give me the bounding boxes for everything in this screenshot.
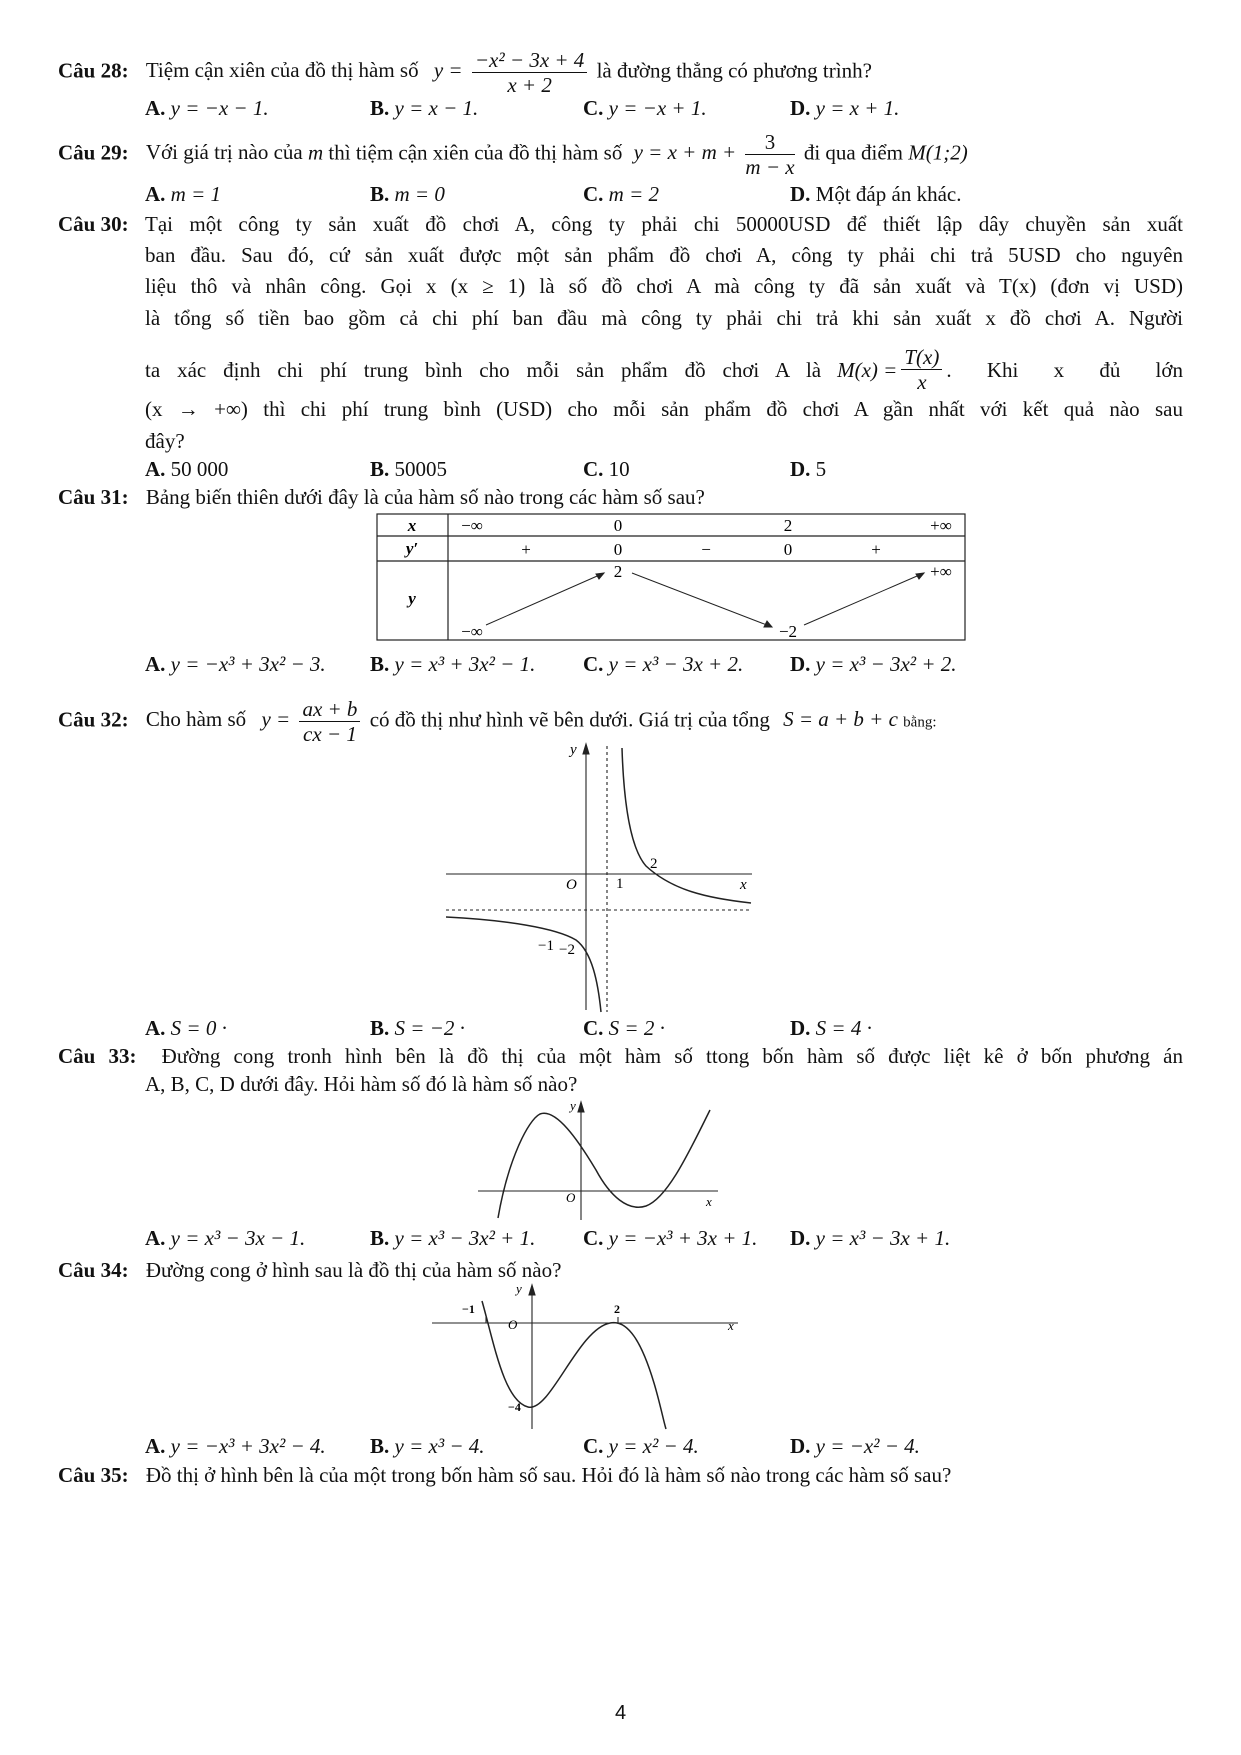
q34-label-neg1: −1 (462, 1302, 475, 1316)
q33-y-axis-label: y (570, 1100, 576, 1113)
q32-stem (58, 697, 937, 746)
q31-x-2: 2 (783, 516, 793, 535)
q33-option-b[interactable]: B. y = x³ − 3x² + 1. (370, 1226, 536, 1250)
q31-y-max: 2 (613, 562, 623, 581)
q29-option-c[interactable]: C. m = 2 (583, 182, 660, 206)
q32-x-axis-label: x (740, 877, 747, 893)
q29-option-b[interactable]: B. m = 0 (370, 182, 445, 206)
q28-option-a[interactable]: A. y = −x − 1. (145, 96, 269, 120)
q30-option-b[interactable]: B. 50005 (370, 457, 448, 481)
q32-y-eq: y = (261, 707, 291, 732)
q30-line5-before: ta xác định chi phí trung bình cho mỗi sản phẩm đồ chơi A là (145, 357, 822, 382)
q32-option-b[interactable]: B. S = −2 · (370, 1016, 465, 1040)
q32-fraction (299, 697, 360, 746)
q28-text-before: Tiệm cận xiên của đồ thị hàm số (145, 58, 419, 83)
q29-option-a[interactable]: A. m = 1 (145, 182, 222, 206)
q34-option-c[interactable]: C. y = x² − 4. (583, 1434, 699, 1458)
q34-text: Đường cong ở hình sau là đồ thị của hàm số nào? (145, 1258, 562, 1282)
q30-line-2: ban đầu. Sau đó, cứ sản xuất được một sản phẩm đồ chơi A, công ty phải chi trả 5USD cho nguyên (145, 243, 1183, 267)
q32-frac-num: ax + b (299, 697, 360, 722)
q30-line5-lhs: M(x) = (837, 357, 898, 382)
q31-y-min: −2 (778, 622, 798, 641)
q34-option-b[interactable]: B. y = x³ − 4. (370, 1434, 485, 1458)
q30-line-7: đây? (145, 429, 185, 453)
q34-graph (432, 1283, 744, 1431)
q32-y-axis-label: y (570, 742, 577, 758)
q32-text-before: Cho hàm số (145, 707, 247, 732)
q34-x-axis-label: x (728, 1318, 734, 1333)
q30-label-wrap (58, 211, 129, 237)
q31-option-a[interactable]: A. y = −x³ + 3x² − 3. (145, 652, 326, 676)
q33-option-d[interactable]: D. y = x³ − 3x + 1. (790, 1226, 951, 1250)
q28-option-d[interactable]: D. y = x + 1. (790, 96, 900, 120)
q30-line-6: (x → +∞) thì chi phí trung bình (USD) cho mỗi sản phẩm đồ chơi A gần nhất với kết quả nào sau (145, 397, 1183, 421)
q30-line-1: Tại một công ty sản xuất đồ chơi A, công ty phải chi 50000USD để thiết lập dây chuyền sản xuất (145, 212, 1183, 236)
q31-option-d[interactable]: D. y = x³ − 3x² + 2. (790, 652, 957, 676)
q31-x-0: 0 (613, 516, 623, 535)
q30-option-d[interactable]: D. 5 (790, 457, 827, 481)
q32-option-a[interactable]: A. S = 0 · (145, 1016, 227, 1040)
q31-yp-plus-1: + (521, 540, 531, 559)
q31-y-pos-inf: +∞ (930, 562, 952, 581)
q31-yp-minus: − (701, 540, 711, 559)
q32-small: bằng: (903, 714, 937, 731)
q29-stem (58, 130, 968, 179)
q28-stem (58, 48, 872, 97)
q31-stem (58, 484, 705, 510)
q29-text-mid: thì tiệm cận xiên của đồ thị hàm số (328, 140, 623, 165)
q33-x-axis-label: x (706, 1194, 712, 1209)
q33-label: Câu 33: (58, 1044, 137, 1068)
q29-frac-num: 3 (745, 130, 794, 155)
q32-label: Câu 32: (58, 707, 129, 732)
page-number: 4 (614, 1702, 627, 1724)
q29-option-d[interactable]: D. Một đáp án khác. (790, 182, 962, 206)
q32-option-c[interactable]: C. S = 2 · (583, 1016, 665, 1040)
q33-origin-label: O (566, 1190, 576, 1205)
q31-x-label: x (407, 516, 417, 535)
q31-option-b[interactable]: B. y = x³ + 3x² − 1. (370, 652, 536, 676)
q32-label-neg1: −1 (538, 938, 554, 954)
q34-label-neg4: −4 (508, 1400, 521, 1414)
q32-graph (446, 742, 758, 1014)
q31-yp-label: y′ (405, 539, 419, 558)
q29-y-eq: y = x + m + (633, 140, 737, 165)
q34-option-d[interactable]: D. y = −x² − 4. (790, 1434, 920, 1458)
q28-label: Câu 28: (58, 58, 129, 83)
q31-yp-zero-2: 0 (783, 540, 793, 559)
q28-y-eq: y = (433, 58, 463, 83)
q34-label-2: 2 (614, 1302, 620, 1316)
q31-option-c[interactable]: C. y = x³ − 3x + 2. (583, 652, 744, 676)
q29-label: Câu 29: (58, 140, 129, 165)
q30-fraction (901, 345, 942, 394)
q30-option-c[interactable]: C. 10 (583, 457, 630, 481)
q32-frac-den: cx − 1 (303, 722, 357, 746)
q31-x-neg-inf: −∞ (461, 516, 483, 535)
q30-label: Câu 30: (58, 212, 129, 236)
q32-label-neg2: −2 (559, 942, 575, 958)
q32-label-1: 1 (616, 876, 624, 892)
q34-y-axis-label: y (516, 1283, 522, 1296)
q32-label-2: 2 (650, 856, 658, 872)
q30-line-3: liệu thô và nhân công. Gọi x (x ≥ 1) là số đồ chơi A mà công ty đã sản xuất và T(x) (đơn vị USD) (145, 274, 1183, 298)
q34-option-a[interactable]: A. y = −x³ + 3x² − 4. (145, 1434, 326, 1458)
q33-graph (478, 1100, 726, 1222)
q30-frac-num: T(x) (901, 345, 942, 370)
q31-y-neg-inf: −∞ (461, 622, 483, 641)
q31-y-label: y (408, 589, 416, 608)
q35-text: Đồ thị ở hình bên là của một trong bốn hàm số sau. Hỏi đó là hàm số nào trong các hàm số sau? (145, 1463, 952, 1487)
q29-text-before: Với giá trị nào của (145, 140, 303, 165)
q33-option-c[interactable]: C. y = −x³ + 3x + 1. (583, 1226, 758, 1250)
q30-line-5 (145, 345, 1183, 394)
q31-label: Câu 31: (58, 485, 129, 509)
q28-text-after: là đường thẳng có phương trình? (596, 58, 872, 83)
q29-point: M(1;2) (908, 140, 968, 165)
q31-yp-zero-1: 0 (613, 540, 623, 559)
q28-fraction (472, 48, 587, 97)
q28-option-c[interactable]: C. y = −x + 1. (583, 96, 707, 120)
q29-text-after: đi qua điểm (803, 140, 903, 165)
q31-x-pos-inf: +∞ (930, 516, 952, 535)
q28-option-b[interactable]: B. y = x − 1. (370, 96, 479, 120)
q30-frac-den: x (917, 370, 927, 394)
q34-stem (58, 1257, 561, 1283)
q29-var-m: m (307, 140, 324, 165)
q30-line-4: là tổng số tiền bao gồm cả chi phí ban đầu mà công ty phải chi trả khi sản xuất x đồ chơi A. Người (145, 306, 1183, 330)
q28-frac-den: x + 2 (507, 73, 552, 97)
q34-origin-label: O (508, 1317, 518, 1332)
q28-frac-num: −x² − 3x + 4 (472, 48, 587, 73)
q31-text: Bảng biến thiên dưới đây là của hàm số nào trong các hàm số sau? (145, 485, 705, 509)
q32-text-after: có đồ thị như hình vẽ bên dưới. Giá trị của tổng (369, 707, 770, 732)
q29-fraction (745, 130, 794, 179)
q31-yp-plus-2: + (871, 540, 881, 559)
q35-label: Câu 35: (58, 1463, 129, 1487)
q30-option-a[interactable]: A. 50 000 (145, 457, 229, 481)
q29-frac-den: m − x (745, 155, 795, 179)
q33-option-a[interactable]: A. y = x³ − 3x − 1. (145, 1226, 306, 1250)
q31-variation-table (376, 513, 966, 643)
q33-line1-text: Đường cong tronh hình bên là đồ thị của một hàm số ttong bốn hàm số được liệt kê ở bốn phương án (161, 1044, 1184, 1068)
q32-sum: S = a + b + c (783, 707, 898, 732)
q35-stem (58, 1462, 951, 1488)
q32-origin-label: O (566, 877, 577, 893)
q30-line5-after: . Khi x đủ lớn (946, 357, 1183, 382)
q33-line-1 (58, 1043, 1183, 1069)
q33-line-2: A, B, C, D dưới đây. Hỏi hàm số đó là hàm số nào? (145, 1072, 578, 1096)
q34-label: Câu 34: (58, 1258, 129, 1282)
q32-option-d[interactable]: D. S = 4 · (790, 1016, 872, 1040)
